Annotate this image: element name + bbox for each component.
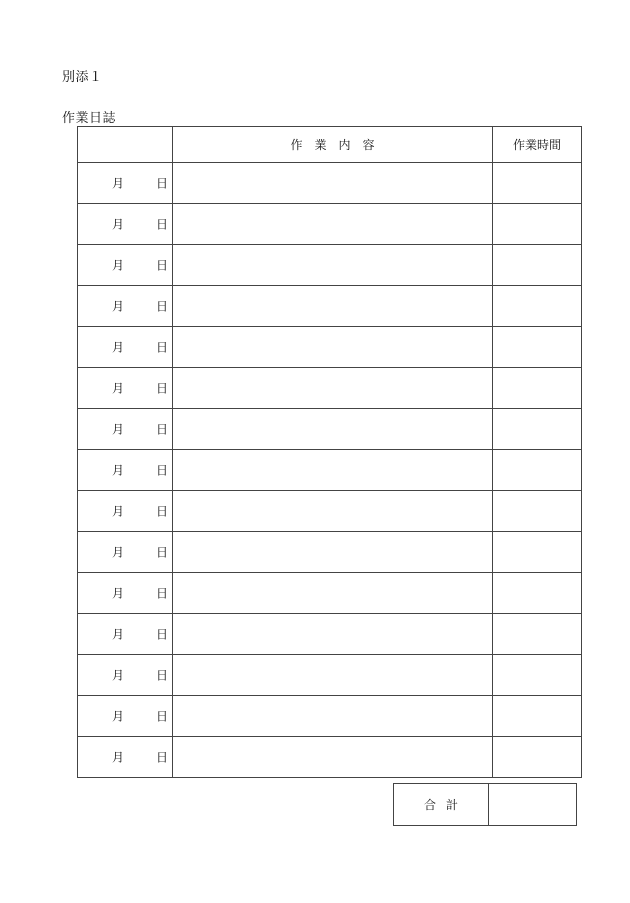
date-cell[interactable] — [78, 409, 173, 450]
time-cell[interactable] — [493, 532, 582, 573]
content-cell[interactable] — [173, 368, 493, 409]
content-cell[interactable] — [173, 696, 493, 737]
content-cell[interactable] — [173, 573, 493, 614]
day-label: 日 — [156, 709, 169, 724]
month-label: 月 — [112, 258, 125, 273]
month-label: 月 — [112, 709, 125, 724]
date-cell[interactable] — [78, 368, 173, 409]
day-label: 日 — [156, 750, 169, 765]
table-row — [78, 163, 582, 204]
day-label: 日 — [156, 668, 169, 683]
month-label: 月 — [112, 176, 125, 191]
table-row — [78, 655, 582, 696]
month-label: 月 — [112, 586, 125, 601]
month-label: 月 — [112, 463, 125, 478]
content-cell[interactable] — [173, 327, 493, 368]
month-label: 月 — [112, 381, 125, 396]
date-cell[interactable] — [78, 491, 173, 532]
time-cell[interactable] — [493, 696, 582, 737]
time-cell[interactable] — [493, 204, 582, 245]
month-label: 月 — [112, 422, 125, 437]
day-label: 日 — [156, 340, 169, 355]
month-label: 月 — [112, 504, 125, 519]
month-label: 月 — [112, 668, 125, 683]
content-cell[interactable] — [173, 409, 493, 450]
date-cell[interactable] — [78, 327, 173, 368]
date-cell[interactable] — [78, 163, 173, 204]
time-cell[interactable] — [493, 245, 582, 286]
header-time: 作業時間 — [493, 127, 582, 163]
content-cell[interactable] — [173, 737, 493, 778]
table-row — [78, 532, 582, 573]
month-label: 月 — [112, 545, 125, 560]
month-label: 月 — [112, 217, 125, 232]
day-label: 日 — [156, 258, 169, 273]
time-cell[interactable] — [493, 614, 582, 655]
table-row — [78, 286, 582, 327]
date-cell[interactable] — [78, 245, 173, 286]
log-title: 作業日誌 — [62, 111, 117, 126]
content-cell[interactable] — [173, 450, 493, 491]
content-cell[interactable] — [173, 163, 493, 204]
total-value-field[interactable] — [489, 784, 577, 826]
time-cell[interactable] — [493, 286, 582, 327]
table-row — [78, 409, 582, 450]
total-row — [394, 784, 577, 826]
day-label: 日 — [156, 586, 169, 601]
day-label: 日 — [156, 545, 169, 560]
table-row — [78, 573, 582, 614]
content-cell[interactable] — [173, 286, 493, 327]
work-log-table — [77, 126, 582, 778]
date-cell[interactable] — [78, 573, 173, 614]
month-label: 月 — [112, 627, 125, 642]
month-label: 月 — [112, 750, 125, 765]
date-cell[interactable] — [78, 532, 173, 573]
time-cell[interactable] — [493, 368, 582, 409]
date-cell[interactable] — [78, 614, 173, 655]
date-cell[interactable] — [78, 696, 173, 737]
month-label: 月 — [112, 299, 125, 314]
content-cell[interactable] — [173, 204, 493, 245]
month-label: 月 — [112, 340, 125, 355]
table-row — [78, 614, 582, 655]
time-cell[interactable] — [493, 491, 582, 532]
day-label: 日 — [156, 176, 169, 191]
table-row — [78, 696, 582, 737]
day-label: 日 — [156, 627, 169, 642]
time-cell[interactable] — [493, 409, 582, 450]
table-row — [78, 737, 582, 778]
time-cell[interactable] — [493, 573, 582, 614]
header-content: 作業内容 — [173, 127, 493, 163]
time-cell[interactable] — [493, 655, 582, 696]
day-label: 日 — [156, 299, 169, 314]
total-label: 合計 — [394, 784, 489, 826]
table-row — [78, 491, 582, 532]
date-cell[interactable] — [78, 286, 173, 327]
content-cell[interactable] — [173, 245, 493, 286]
table-row — [78, 327, 582, 368]
time-cell[interactable] — [493, 450, 582, 491]
day-label: 日 — [156, 217, 169, 232]
time-cell[interactable] — [493, 327, 582, 368]
date-cell[interactable] — [78, 204, 173, 245]
header-date — [78, 127, 173, 163]
table-row — [78, 245, 582, 286]
total-table — [393, 783, 577, 826]
appendix-label: 別添１ — [62, 70, 103, 85]
date-cell[interactable] — [78, 655, 173, 696]
date-cell[interactable] — [78, 450, 173, 491]
day-label: 日 — [156, 422, 169, 437]
content-cell[interactable] — [173, 655, 493, 696]
table-row — [78, 204, 582, 245]
table-row — [78, 450, 582, 491]
table-row — [78, 368, 582, 409]
content-cell[interactable] — [173, 491, 493, 532]
time-cell[interactable] — [493, 737, 582, 778]
time-cell[interactable] — [493, 163, 582, 204]
day-label: 日 — [156, 381, 169, 396]
table-header-row — [78, 127, 582, 163]
day-label: 日 — [156, 463, 169, 478]
content-cell[interactable] — [173, 532, 493, 573]
date-cell[interactable] — [78, 737, 173, 778]
day-label: 日 — [156, 504, 169, 519]
content-cell[interactable] — [173, 614, 493, 655]
